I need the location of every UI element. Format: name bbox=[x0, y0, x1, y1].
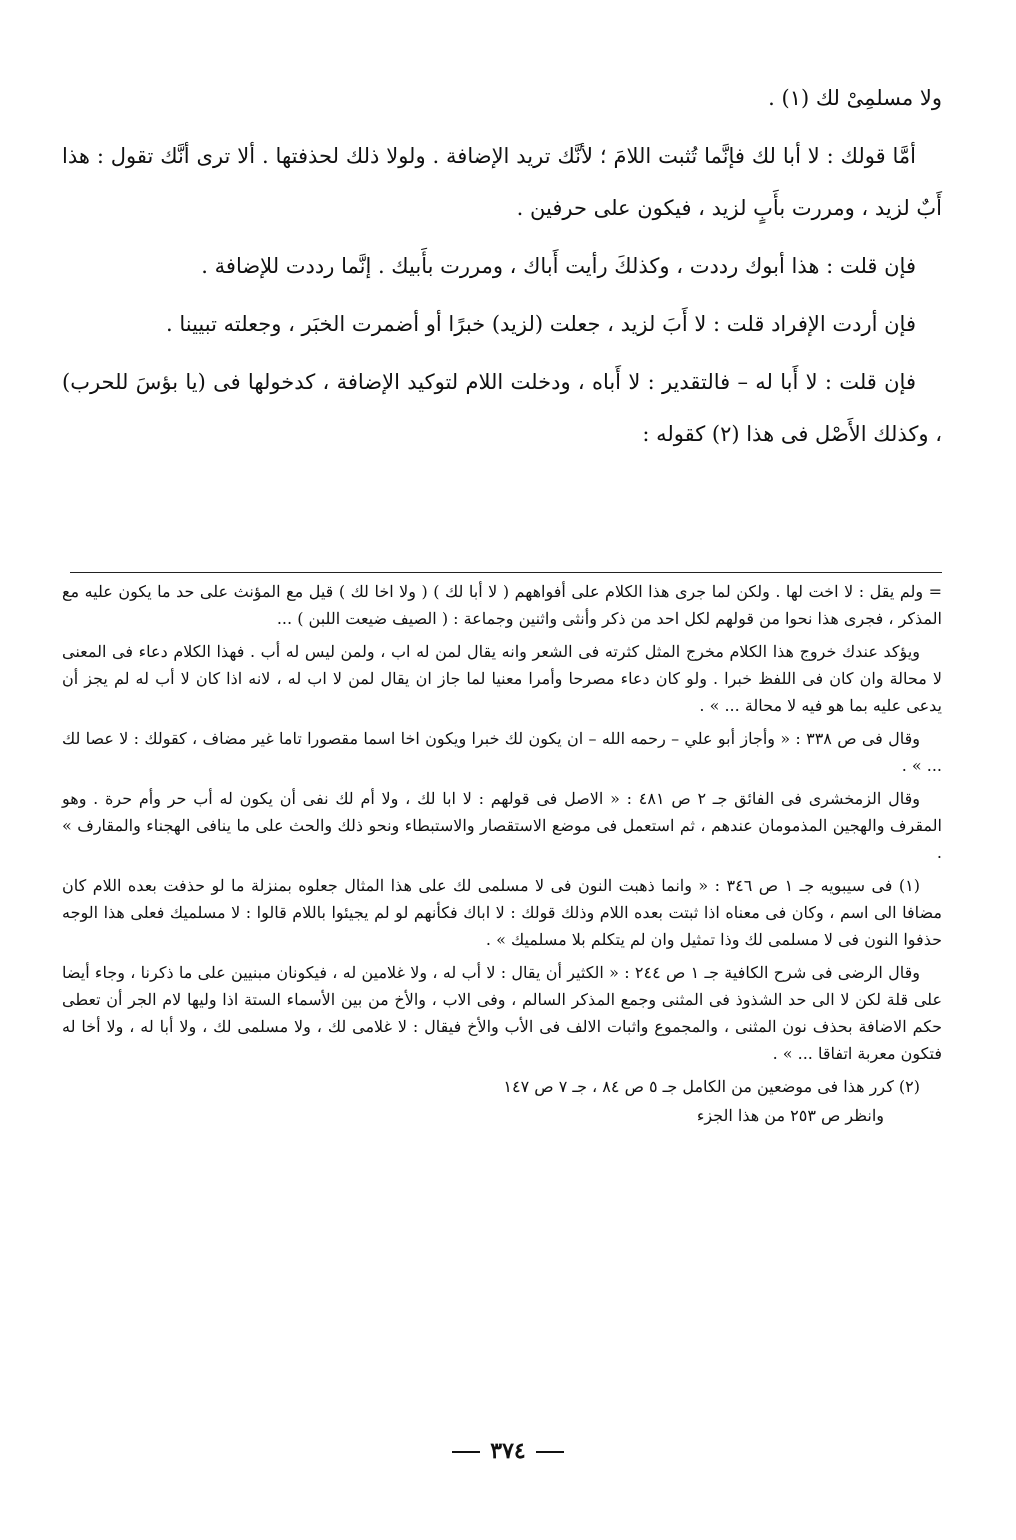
footnotes-block bbox=[62, 578, 942, 1135]
footnote-paragraph: وقال الزمخشرى فى الفائق جـ ٢ ص ٤٨١ : « الاصل فى قولهم : لا ابا لك ، ولا أم لك نفى أن يكون له أب حر وأم حرة . وهو المقرف والهجين المذمومان عندهم ، ثم استعمل فى موضع الاستقصار والاستبطاء ونحو ذلك والحث على ما ينافى الهجناء والمقارف » . bbox=[62, 789, 942, 862]
footnote-2-reference: وانظر ص ٢٥٣ من هذا الجزء bbox=[696, 1106, 884, 1125]
footnote-paragraph: ويؤكد عندك خروج هذا الكلام مخرج المثل كثرته فى الشعر وانه يقال لمن له اب ، ولمن ليس له أب . فهذا الكلام دعاء فى المعنى لا محالة وان كان فى اللفظ خبرا . ولو كان دعاء مصرحا وأمرا معنيا لما جاز ان يقال لمن لا اب له ، لانه اذا كان لا أب له لم يجز أن يدعى عليه بما هو فيه لا محالة ... » . bbox=[62, 642, 943, 715]
main-paragraph-1: ولا مسلمِىْ لك (١) . bbox=[768, 86, 942, 110]
footnote-paragraph: وقال الرضى فى شرح الكافية جـ ١ ص ٢٤٤ : « الكثير أن يقال : لا أب له ، ولا غلامين له ، فيكونان مبنيين على ما ذكرنا ، وجاء أيضا على قلة لكن لا الى حد الشذوذ فى المثنى وجمع المذكر السالم ، وفى الاب ، والأخ من بين الأسماء الستة اذا وليها لام الجر أن تعطى حكم الاضافة بحذف نون المثنى ، والمجموع واثبات الالف فى الأب والأخ فيقال : لا غلامى لك ، ولا مسلمى لك ، ولا أبا له ، ولا أخا له فتكون معربة اتفاقا ... » . bbox=[62, 963, 942, 1063]
footnote-continuation: = ولم يقل : لا اخت لها . ولكن لما جرى هذا الكلام على أفواههم ( لا أبا لك ) ( ولا اخا لك ) قيل مع المؤنث على حد ما يكون عليه مع المذكر ، فجرى هذا نحوا من قولهم لكل احد من ذكر وأنثى واثنين وجماعة : ( الصيف ضيعت اللبن ) ... bbox=[62, 582, 942, 628]
footnote-divider bbox=[70, 572, 942, 573]
main-paragraph-5: فإن قلت : لا أَبا له – فالتقدير : لا أَباه ، ودخلت اللام لتوكيد الإضافة ، كدخولها فى (يا بؤسَ للحرب) ، وكذلك الأَصْل فى هذا (٢) كقوله : bbox=[62, 370, 942, 446]
page-number-value: ٣٧٤ bbox=[490, 1438, 526, 1464]
footnote-2: (٢) كرر هذا فى موضعين من الكامل جـ ٥ ص ٨٤ ، جـ ٧ ص ١٤٧ bbox=[503, 1077, 920, 1096]
footnote-paragraph: وقال فى ص ٣٣٨ : « وأجاز أبو علي – رحمه الله – ان يكون لك خبرا ويكون اخا اسما مقصورا تاما غير مضاف ، كقولك : لا عصا لك ... » . bbox=[62, 729, 942, 775]
page-number-dash-right bbox=[452, 1451, 480, 1453]
main-paragraph-2: أمَّا قولك : لا أبا لك فإنَّما تُثبت اللامَ ؛ لأنَّك تريد الإضافة . ولولا ذلك لحذفتها . ألا ترى أنَّك تقول : هذا أَبٌ لزيد ، ومررت بأَبٍ لزيد ، فيكون على حرفين . bbox=[62, 144, 942, 220]
page-number-dash-left bbox=[536, 1451, 564, 1453]
main-paragraph-3: فإن قلت : هذا أبوك رددت ، وكذلكَ رأيت أَباك ، ومررت بأَبيك . إنَّما رددت للإضافة . bbox=[201, 254, 916, 278]
footnote-1: (١) فى سيبويه جـ ١ ص ٣٤٦ : « وانما ذهبت النون فى لا مسلمى لك على هذا المثال جعلوه بمنزلة ما لو حذفت بعده اللام كان مضافا الى اسم ، وكان فى معناه اذا ثبتت بعده اللام وذلك قولك : لا اباك فكأنهم لو لم يجيئوا باللام قالوا : لا مسلميك فعلى هذا الوجه حذفوا النون فى لا مسلمى لك وذا تمثيل وان لم يتكلم بلا مسلميك » . bbox=[62, 876, 942, 949]
main-text-block bbox=[62, 72, 942, 466]
main-paragraph-4: فإن أردت الإفراد قلت : لا أَبَ لزيد ، جعلت (لزيد) خبرًا أو أضمرت الخبَر ، وجعلته تبيينا . bbox=[166, 312, 916, 336]
page-number bbox=[0, 1438, 1016, 1464]
